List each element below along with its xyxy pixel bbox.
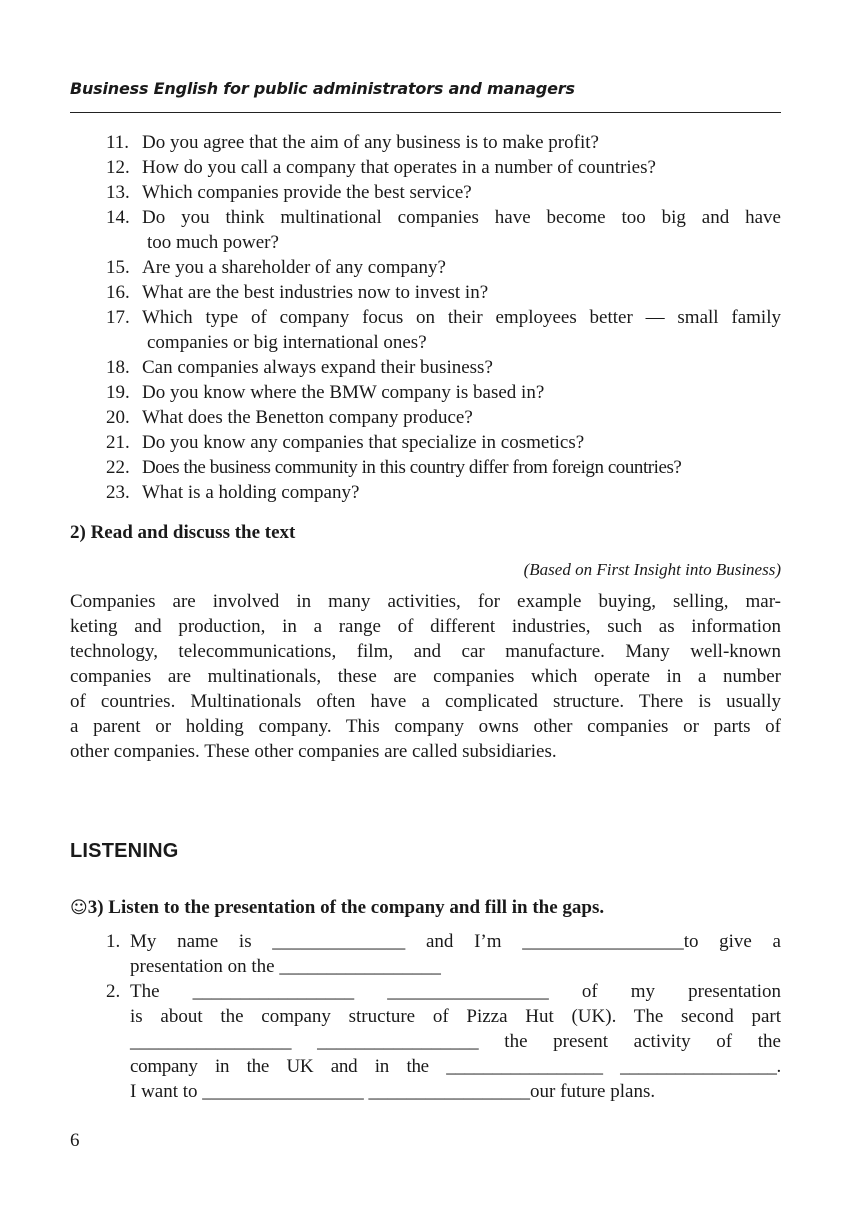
header-rule [70, 112, 781, 113]
list-item: 2. The _________________ _________________ of my presentation is about the company structure of Pizza Hut (UK). The second part _________________ _________________ the present activity of the company in the UK and in the _________________ _________________. I want to _________________ _________________our future plans. [106, 981, 781, 1102]
smiley-icon: ☺ [70, 898, 88, 918]
list-item-continuation: too much power? [147, 232, 279, 253]
list-item: 1. My name is ______________ and I’m _________________to give a presentation on the _________________ [106, 931, 781, 977]
list-item: 18. Can companies always expand their business? [106, 357, 493, 378]
list-item: 16. What are the best industries now to invest in? [106, 282, 489, 303]
task-instruction: ☺3) Listen to the presentation of the company and fill in the gaps. [70, 897, 605, 918]
list-item: 17. Which type of company focus on their employees better — small family [106, 307, 781, 328]
page-number: 6 [70, 1130, 80, 1151]
listening-heading: LISTENING [70, 840, 179, 862]
list-item: 13. Which companies provide the best service? [106, 182, 472, 203]
list-item: 22. Does the business community in this country differ from foreign countries? [106, 457, 682, 478]
reading-text: Companies are involved in many activities, for example buying, selling, mar- keting and production, in a range of different industries, such as information technology, telecommunications, film, and car manufacture. Many well-known companies are multinationals, these are companies which operate in a number of countries. Multinationals often have a complicated structure. There is usually a parent or holding company. This company owns other companies or parts of other companies. These other companies are called subsidiaries. [70, 591, 781, 762]
list-item: 21. Do you know any companies that specialize in cosmetics? [106, 432, 585, 453]
question-list [106, 130, 781, 505]
running-header: Business English for public administrators and managers [70, 79, 575, 98]
list-item-continuation: companies or big international ones? [147, 332, 427, 353]
list-item: 23. What is a holding company? [106, 482, 360, 503]
list-item: 19. Do you know where the BMW company is based in? [106, 382, 545, 403]
list-item: 12. How do you call a company that operates in a number of countries? [106, 157, 656, 178]
list-item: 15. Are you a shareholder of any company? [106, 257, 446, 278]
section-heading: 2) Read and discuss the text [70, 522, 296, 543]
list-item: 11. Do you agree that the aim of any business is to make profit? [106, 132, 599, 153]
list-item: 14. Do you think multinational companies have become too big and have [106, 207, 781, 228]
gap-fill-list [106, 929, 781, 1104]
list-item: 20. What does the Benetton company produce? [106, 407, 473, 428]
source-note: (Based on First Insight into Business) [523, 560, 781, 579]
